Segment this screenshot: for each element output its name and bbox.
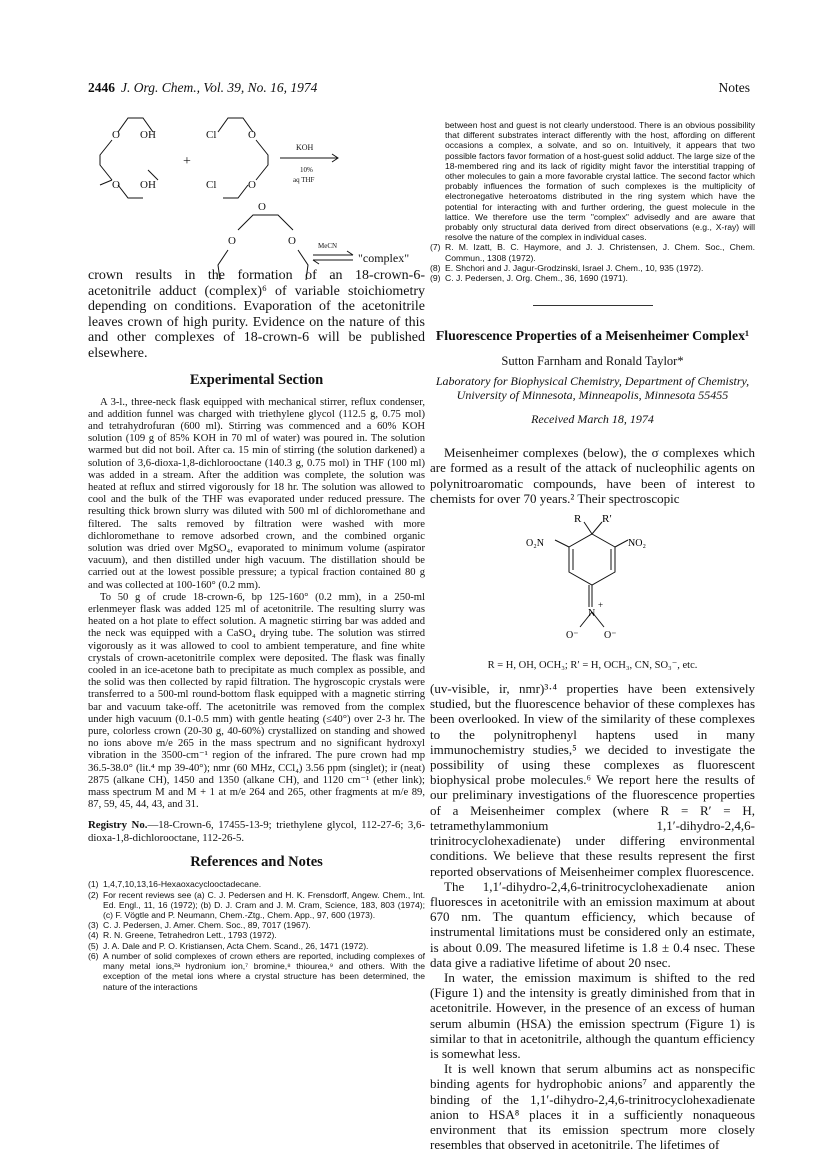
page-number: 2446 xyxy=(88,80,115,95)
references-list-left xyxy=(88,879,425,991)
experimental-section xyxy=(88,397,425,812)
atom-o-4: O xyxy=(248,179,256,191)
left-column xyxy=(88,268,425,992)
atom-oh-1: OH xyxy=(140,129,156,141)
structure-caption: R = H, OH, OCH₃; R′ = H, OCH₃, CN, SO₃⁻, etc. xyxy=(487,660,698,672)
registry-label: Registry No. xyxy=(88,819,148,832)
section-divider xyxy=(533,305,653,306)
atom-oh-2: OH xyxy=(140,179,156,191)
meisenheimer-structure-drawing xyxy=(430,512,755,657)
label-no2: NO₂ xyxy=(628,538,646,550)
reagent-koh: KOH xyxy=(296,143,314,152)
label-r: R xyxy=(574,513,582,526)
right-column xyxy=(430,120,755,1152)
affiliation-line-2: University of Minnesota, Minneapolis, Minnesota 55455 xyxy=(456,388,729,403)
reference-6-continuation: between host and guest is not clearly understood. There is an obvious possibility that different substrates interact differently with the host, affording on different occasions a complex, a solvate, and so on. Intuitively, it appears that two possible factors favor formation of a host-guest solid adduct. The large size of the 18-membered ring and its lack of rigidity might favor the interstitial trapping of other molecules to gain a more favorable crystal lattice. The second factor which probably influences the formation of such complexes is the multiplicity of electronegative heteroatoms distributed in the ring system which have the potential for interacting with and further ordering, the guest molecule in the lattice. We therefore use the term "complex" advisedly and are aware that probably only structural data derived from direct observations (e.g., X-ray) will resolve the nature of the complex in individual cases. xyxy=(445,120,755,243)
body-paragraph-2: (uv-visible, ir, nmr)³·⁴ properties have been extensively studied, but the fluorescence behavior of these complexes has been overlooked. In view of the similarity of these complexes to the polynitrophenyl haptens used in many immunochemistry studies,⁵ we decided to investigate the possibility of using these complexes as fluorescent biophysical probe molecules.⁶ We report here the results of our preliminary investigations of the fluorescence properties of a Meisenheimer complex (where R = R′ = H, tetramethylammonium 1,1′-dihydro-2,4,6-trinitrocyclohexadienate) under differing environmental conditions. We believe that these results represent the first reported observations of Meisenheimer complex fluorescence. xyxy=(430,681,755,879)
label-n: N xyxy=(588,608,596,620)
reference-item: (6) A number of solid complexes of crown ethers are reported, including complexes of many metal ions,²ᵃ hydronium ion,⁷ bromine,⁸ thiourea,⁹ and others. With the exception of the metal ions where a crystal structure has been determined, the nature of the interactions xyxy=(88,950,425,992)
reference-item: (9) C. J. Pedersen, J. Org. Chem., 36, 1690 (1971). xyxy=(430,273,628,284)
article-body xyxy=(430,681,755,1152)
label-o-minus-2: O⁻ xyxy=(604,630,617,642)
reference-item: (7) R. M. Izatt, B. C. Haymore, and J. J. Christensen, J. Chem. Soc., Chem. Commun., 1308 (1972). xyxy=(430,242,755,263)
experimental-paragraph-1: A 3-l., three-neck flask equipped with mechanical stirrer, reflux condenser, and addition funnel was charged with triethylene glycol (112.5 g, 0.75 mol) and tetrahydrofuran (600 ml). Stirring was commenced and a 60% KOH solution (109 g of 85% KOH in 70 ml of water) was poured in. The solution warmed but did not boil. After ca. 15 min of stirring (the solution darkened) a solution of 3,6-dioxa-1,8-dichlorooctane (140.3 g, 0.75 mol) in THF (100 ml) was added in a stream. After the addition was complete, the solution was heated at reflux and stirred vigorously for 18 hr. The solution was allowed to cool and the bulk of the THF was evaporated under reduced pressure. The resulting thick brown slurry was diluted with 500 ml of dichloromethane and filtered. The salts removed by filtration were washed with more dichloromethane to remove adsorbed crown, and the combined organic solution was dried over MgSO₄, evaporated to minimum volume (aspirator vacuum), and then distilled under high vacuum. The distillation should be carried out at the lowest possible pressure; a typical fraction contained 80 g and was collected at 100-160° (0.2 mm). xyxy=(88,396,425,591)
atom-o-1: O xyxy=(112,129,120,141)
atom-cl-2: Cl xyxy=(206,179,217,191)
label-o-minus-1: O⁻ xyxy=(566,630,579,642)
label-plus: + xyxy=(598,600,604,611)
reaction-scheme xyxy=(88,110,418,280)
reference-item: (5) J. A. Dale and P. O. Kristiansen, Acta Chem. Scand., 26, 1471 (1972). xyxy=(88,940,369,951)
received-date: Received March 18, 1974 xyxy=(531,412,654,427)
atom-o-5: O xyxy=(258,201,266,213)
references-heading: References and Notes xyxy=(190,854,323,871)
label-o2n: O₂N xyxy=(526,538,544,550)
label-r-prime: R′ xyxy=(602,513,612,526)
references-list-right xyxy=(430,242,755,283)
reference-item: (3) C. J. Pedersen, J. Amer. Chem. Soc., 89, 7017 (1967). xyxy=(88,920,311,931)
running-header xyxy=(88,80,750,100)
reference-item: (1) 1,4,7,10,13,16-Hexaoxacyclooctadecane. xyxy=(88,879,262,890)
reference-item: (2) For recent reviews see (a) C. J. Pedersen and H. K. Frensdorff, Angew. Chem., Int. Ed. Engl., 11, 16 (1972); (b) D. J. Cram and J. M. Cram, Science, 183, 803 (1974); (c) F. Vögtle and P. Neumann, Chem.-Ztg., Chem. App., 97, 600 (1973). xyxy=(88,889,425,921)
intro-paragraph: crown results in the formation of an 18-crown-6-acetonitrile adduct (complex)⁶ of variable stoichiometry depending on conditions. Evaporation of the acetonitrile leaves crown of high purity. Evidence on the nature of this and other complexes of 18-crown-6 will be published elsewhere. xyxy=(88,268,425,361)
body-paragraph-1: Meisenheimer complexes (below), the σ complexes which are formed as a result of the attack of nucleophilic agents on polynitroaromatic compounds, have been of interest to chemists for over 70 years.² Their spectroscopic xyxy=(430,445,755,506)
atom-cl-1: Cl xyxy=(206,129,217,141)
atom-o-2: O xyxy=(112,179,120,191)
body-paragraph-4: In water, the emission maximum is shifted to the red (Figure 1) and the intensity is greatly diminished from that in acetonitrile. However, in the presence of an excess of human serum albumin (HSA) the emission spectrum (Figure 1) is similar to that in acetonitrile, although the quantum efficiency is somewhat less. xyxy=(430,969,755,1061)
body-paragraph-5: It is well known that serum albumins act as nonspecific binding agents for hydrophobic anions⁷ and apparently the binding of the 1,1′-dihydro-2,4,6-trinitrocyclohexadienate anion to HSA⁸ places it in a sufficiently nonaqueous environment that its emission spectrum more closely resembles that observed in acetonitrile. The lifetimes of xyxy=(430,1061,755,1153)
affiliation-line-1: Laboratory for Biophysical Chemistry, Department of Chemistry, xyxy=(435,374,750,389)
reagent-mecn: MeCN xyxy=(318,242,338,250)
article-title: Fluorescence Properties of a Meisenheimer Complex¹ xyxy=(435,328,750,344)
article-body-start xyxy=(430,445,755,506)
condition-aq-thf: aq THF xyxy=(293,176,315,184)
reference-item: (8) E. Shchori and J. Jagur-Grodzinski, Israel J. Chem., 10, 935 (1972). xyxy=(430,262,704,273)
experimental-heading: Experimental Section xyxy=(189,371,324,388)
journal-citation: J. Org. Chem., Vol. 39, No. 16, 1974 xyxy=(121,80,318,95)
reference-item: (4) R. N. Greene, Tetrahedron Lett., 1793 (1972). xyxy=(88,930,277,941)
meisenheimer-structure xyxy=(430,512,755,657)
section-label: Notes xyxy=(718,80,750,95)
plus-sign: + xyxy=(183,154,191,169)
body-paragraph-3: The 1,1′-dihydro-2,4,6-trinitrocyclohexadienate anion fluoresces in acetonitrile with an emission maximum at about 670 nm. The quantum efficiency, which because of instrumental limitations must be considered only an estimate, is about 0.09. The measured lifetime is 1.8 ± 0.4 nsec. These data give a radiative lifetime of about 20 nsec. xyxy=(430,878,755,970)
article-authors: Sutton Farnham and Ronald Taylor* xyxy=(501,354,684,369)
reaction-scheme-drawing xyxy=(88,110,418,280)
atom-o-6: O xyxy=(228,235,236,247)
experimental-paragraph-2: To 50 g of crude 18-crown-6, bp 125-160° (0.2 mm), in a 250-ml erlenmeyer flask was added 125 ml of acetonitrile. The resulting slurry was heated on a hot plate to effect solution. A magnetic stirring bar was added and the neck was equipped with a CaSO₄ drying tube. The solution was stirred vigorously as it was allowed to cool to ambient temperature, and fine white crystals of crown-acetonitrile complex were deposited. The flask was finally cooled in an ice-acetone bath to precipitate as much complex as possible, and the solid was then collected by rapid filtration. The hygroscopic crystals were transferred to a 500-ml round-bottom flask equipped with a magnetic stirring bar and vacuum take-off. The acetonitrile was removed from the complex under high vacuum (0.1-0.5 mm) with gentle heating (≤40°) over 2-3 hr. The pure, colorless crown (20-30 g, 40-60%) crystallized on standing and showed no ions above m/e 265 in the mass spectrum and no significant hydroxyl vibration in the 3500-cm⁻¹ region of the infrared. The pure crown had mp 36.5-38.0° (lit.⁴ mp 39-40°); nmr (60 MHz, CCl₄) 3.56 ppm (singlet); ir (neat) 2875 (alkane CH), 1450 and 1350 (alkane CH), and 1120 cm⁻¹ (ether link); mass spectrum M and M + 1 at m/e 264 and 265, other fragments at m/e 89, 87, 59, 45, 44, 43, and 31. xyxy=(88,591,425,811)
product-complex: "complex" xyxy=(358,251,410,265)
header-left xyxy=(88,80,317,96)
atom-o-3: O xyxy=(248,129,256,141)
condition-10pct: 10% xyxy=(300,166,313,174)
registry-text: —18-Crown-6, 17455-13-9; triethylene glycol, 112-27-6; 3,6-dioxa-1,8-dichlorooctane, 112-26-5. xyxy=(88,819,425,844)
registry-numbers xyxy=(88,819,425,844)
atom-o-7: O xyxy=(288,235,296,247)
